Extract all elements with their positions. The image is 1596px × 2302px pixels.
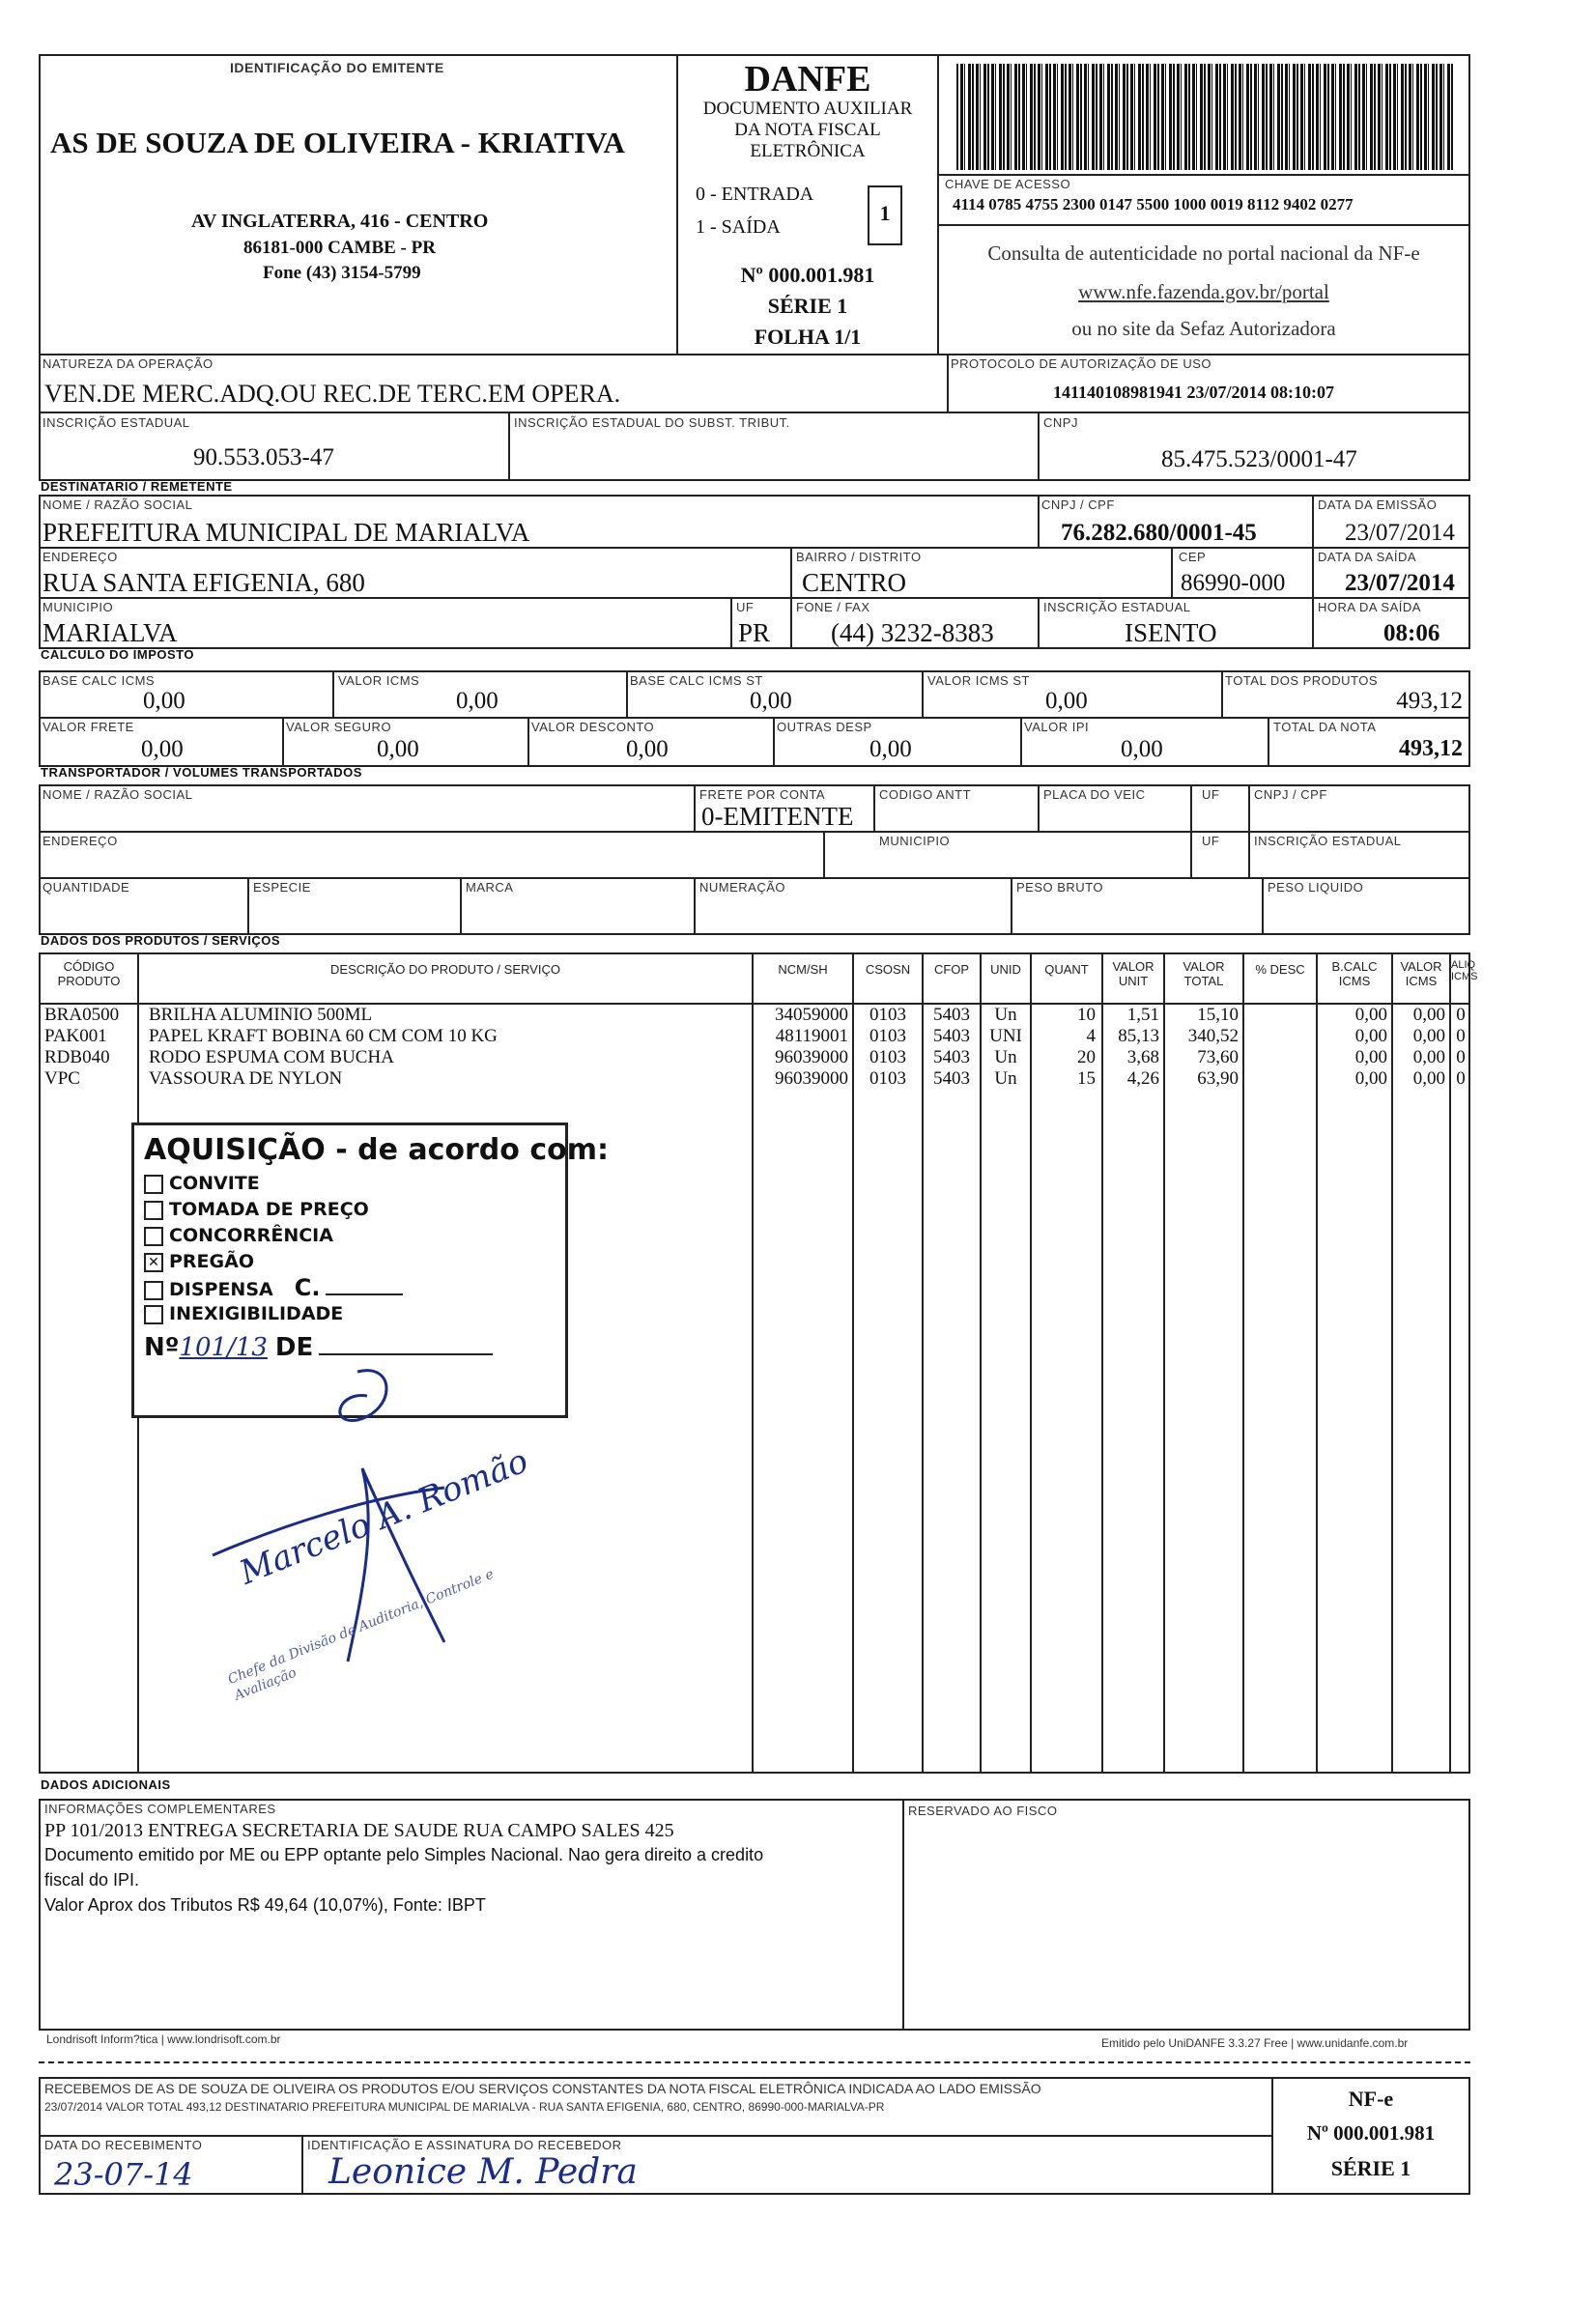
transp-peso-liq-label: PESO LIQUIDO	[1268, 880, 1364, 895]
cell-vtotal: 340,52	[1187, 1026, 1239, 1046]
info-line-3: fiscal do IPI.	[44, 1870, 140, 1890]
stamp-item-inexigibilidade	[144, 1301, 556, 1327]
info-line-1: PP 101/2013 ENTREGA SECRETARIA DE SAUDE RUA CAMPO SALES 425	[44, 1820, 674, 1841]
total-prod: 493,12	[1396, 688, 1463, 714]
footer-right: Emitido pelo UniDANFE 3.3.27 Free | www.unidanfe.com.br	[1101, 2036, 1409, 2050]
chave-consulta-url[interactable]: www.nfe.fazenda.gov.br/portal	[1078, 280, 1329, 303]
cell-vicms: 0,00	[1412, 1026, 1445, 1046]
cell-vunit: 1,51	[1126, 1005, 1159, 1025]
stamp-numero: 101/13	[179, 1333, 268, 1362]
cell-descricao: PAPEL KRAFT BOBINA 60 CM COM 10 KG	[149, 1026, 498, 1046]
valor-st-label: VALOR ICMS ST	[927, 673, 1030, 688]
cell-unid: Un	[994, 1005, 1017, 1025]
protocolo-value: 141140108981941 23/07/2014 08:10:07	[1053, 383, 1334, 402]
data-recebimento: 23-07-14	[54, 2156, 193, 2193]
cell-bcalc: 0,00	[1354, 1005, 1387, 1025]
dest-ie-label: INSCRIÇÃO ESTADUAL	[1043, 600, 1191, 614]
cell-vtotal: 63,90	[1197, 1068, 1239, 1089]
cell-vtotal: 73,60	[1197, 1047, 1239, 1067]
total-prod-label: TOTAL DOS PRODUTOS	[1225, 673, 1379, 688]
valor-icms-label: VALOR ICMS	[338, 673, 420, 688]
cell-cfop: 5403	[933, 1047, 970, 1067]
emitente-address: AV INGLATERRA, 416 - CENTRO	[191, 211, 489, 232]
natureza-label: NATUREZA DA OPERAÇÃO	[43, 356, 214, 371]
dest-cep: 86990-000	[1181, 570, 1286, 596]
dest-saida-label: DATA DA SAÍDA	[1318, 550, 1417, 564]
seguro-label: VALOR SEGURO	[286, 720, 392, 734]
emitente-box	[39, 54, 678, 355]
danfe-tipo: 1	[879, 201, 891, 225]
checkbox-icon	[144, 1281, 163, 1300]
inscricao-label: INSCRIÇÃO ESTADUAL	[43, 415, 190, 430]
canhoto-text-2: 23/07/2014 VALOR TOTAL 493,12 DESTINATARIO PREFEITURA MUNICIPAL DE MARIALVA - RUA SANTA EFIGENIA, 680, CENTRO, 86990-000-MARIALVA-PR	[44, 2100, 885, 2114]
chave-value: 4114 0785 4755 2300 0147 5500 1000 0019 8112 9402 0277	[953, 195, 1354, 213]
dest-municipio: MARIALVA	[43, 618, 178, 647]
danfe-subtitle-3: ELETRÔNICA	[750, 141, 866, 161]
dest-fone: (44) 3232-8383	[831, 618, 994, 647]
valor-st: 0,00	[1045, 688, 1088, 714]
stamp-title: AQUISIÇÃO - de acordo com:	[144, 1133, 609, 1167]
cut-line	[39, 2061, 1470, 2063]
ipi: 0,00	[1121, 736, 1163, 762]
transp-marca-label: MARCA	[466, 880, 514, 895]
desconto: 0,00	[626, 736, 669, 762]
stamp-item-tomada	[144, 1197, 556, 1223]
cell-csosn: 0103	[869, 1068, 906, 1089]
stamp-item-dispensa	[144, 1275, 556, 1301]
footer-left: Londrisoft Inform?tica | www.londrisoft.com.br	[46, 2032, 281, 2046]
chave-consulta-2: ou no site da Sefaz Autorizadora	[1071, 317, 1336, 340]
dest-ie: ISENTO	[1125, 618, 1217, 647]
transp-uf2-label: UF	[1202, 834, 1220, 848]
cell-codigo: RDB040	[44, 1047, 110, 1067]
transp-antt-label: CODIGO ANTT	[879, 787, 972, 802]
imposto-section-label: CÁLCULO DO IMPOSTO	[41, 647, 194, 662]
canhoto-text-1: RECEBEMOS DE AS DE SOUZA DE OLIVEIRA OS PRODUTOS E/OU SERVIÇOS CONSTANTES DA NOTA FISCAL ELETRÔNICA INDICADA AO LADO EMISSÃO	[44, 2081, 1041, 2096]
dest-cnpj-label: CNPJ / CPF	[1041, 497, 1115, 512]
th-cfop: CFOP	[933, 962, 970, 977]
emitente-section-label: IDENTIFICAÇÃO DO EMITENTE	[230, 60, 444, 75]
cell-vunit: 3,68	[1126, 1047, 1159, 1067]
stamp-item-pregao	[144, 1249, 556, 1275]
th-csosn: CSOSN	[865, 962, 911, 977]
cell-quant: 10	[1077, 1005, 1096, 1025]
th-aliq: ALIQ ICMS	[1451, 959, 1478, 982]
cell-cfop: 5403	[933, 1005, 970, 1025]
cell-vicms: 0,00	[1412, 1068, 1445, 1089]
canhoto-nfe: NF-e	[1348, 2087, 1394, 2111]
transp-frete-label: FRETE POR CONTA	[699, 787, 826, 802]
cell-descricao: VASSOURA DE NYLON	[149, 1068, 343, 1089]
total-nota-label: TOTAL DA NOTA	[1273, 720, 1377, 734]
cell-vunit: 85,13	[1118, 1026, 1159, 1046]
outras-label: OUTRAS DESP	[777, 720, 872, 734]
dest-uf: PR	[738, 618, 771, 647]
transp-endereco-label: ENDEREÇO	[43, 834, 118, 848]
ident-recebedor-label: IDENTIFICAÇÃO E ASSINATURA DO RECEBEDOR	[307, 2138, 622, 2152]
cell-quant: 15	[1077, 1068, 1096, 1089]
stamp-de-label: DE	[274, 1333, 314, 1362]
danfe-subtitle-2: DA NOTA FISCAL	[734, 120, 881, 140]
stamp-c-label: C.	[294, 1274, 321, 1301]
cell-csosn: 0103	[869, 1047, 906, 1067]
cell-csosn: 0103	[869, 1026, 906, 1046]
cell-ncm: 96039000	[775, 1047, 848, 1067]
stamp-item-convite	[144, 1171, 556, 1197]
data-recebimento-label: DATA DO RECEBIMENTO	[44, 2138, 203, 2152]
cell-vicms: 0,00	[1412, 1047, 1445, 1067]
danfe-subtitle-1: DOCUMENTO AUXILIAR	[702, 99, 913, 119]
dest-uf-label: UF	[736, 600, 755, 614]
natureza-value: VEN.DE MERC.ADQ.OU REC.DE TERC.EM OPERA.	[44, 380, 621, 408]
dest-municipio-label: MUNICIPIO	[43, 600, 114, 614]
th-descricao: DESCRIÇÃO DO PRODUTO / SERVIÇO	[330, 962, 560, 977]
cell-unid: UNI	[989, 1026, 1022, 1046]
checkbox-icon	[144, 1227, 163, 1246]
signature-name: Marcelo A. Romão	[234, 1441, 534, 1593]
dest-nome: PREFEITURA MUNICIPAL DE MARIALVA	[43, 518, 530, 547]
transp-placa-label: PLACA DO VEIC	[1043, 787, 1146, 802]
emitente-phone: Fone (43) 3154-5799	[263, 263, 421, 283]
cell-cfop: 5403	[933, 1068, 970, 1089]
cell-ncm: 96039000	[775, 1068, 848, 1089]
total-nota: 493,12	[1399, 736, 1463, 761]
base-icms: 0,00	[143, 688, 185, 714]
fisco-label: RESERVADO AO FISCO	[908, 1804, 1058, 1818]
th-unid: UNID	[990, 962, 1021, 977]
emitente-cep-city: 86181-000 CAMBE - PR	[243, 238, 436, 258]
transp-cnpj-label: CNPJ / CPF	[1254, 787, 1327, 802]
chave-label: CHAVE DE ACESSO	[945, 177, 1071, 191]
dest-nome-label: NOME / RAZÃO SOCIAL	[43, 497, 193, 512]
valor-icms: 0,00	[456, 688, 499, 714]
cnpj-label: CNPJ	[1043, 415, 1078, 430]
stamp-item-label: CONCORRÊNCIA	[169, 1225, 333, 1246]
transp-qtd-label: QUANTIDADE	[43, 880, 130, 895]
stamp-item-label: DISPENSA	[169, 1279, 273, 1300]
stamp-item-label: PREGÃO	[169, 1251, 254, 1272]
cell-descricao: RODO ESPUMA COM BUCHA	[149, 1047, 394, 1067]
cnpj-value: 85.475.523/0001-47	[1161, 446, 1357, 472]
protocolo-label: PROTOCOLO DE AUTORIZAÇÃO DE USO	[951, 356, 1212, 371]
cell-aliq: 0	[1456, 1068, 1466, 1089]
danfe-saida: 1 - SAÍDA	[696, 216, 781, 238]
cell-quant: 4	[1086, 1026, 1096, 1046]
transp-uf-label: UF	[1202, 787, 1220, 802]
dest-fone-label: FONE / FAX	[796, 600, 870, 614]
destinatario-section-label: DESTINATARIO / REMETENTE	[41, 479, 233, 494]
dest-bairro: CENTRO	[802, 568, 906, 597]
cell-bcalc: 0,00	[1354, 1068, 1387, 1089]
checkbox-icon	[144, 1305, 163, 1324]
frete: 0,00	[141, 736, 184, 762]
th-vicms: VALOR ICMS	[1400, 959, 1442, 988]
info-label: INFORMAÇÕES COMPLEMENTARES	[44, 1802, 276, 1816]
dest-endereco-label: ENDEREÇO	[43, 550, 118, 564]
dest-hora-label: HORA DA SAÍDA	[1318, 600, 1421, 614]
frete-label: VALOR FRETE	[43, 720, 134, 734]
th-bcalc: B.CALC ICMS	[1331, 959, 1378, 988]
produtos-section-label: DADOS DOS PRODUTOS / SERVIÇOS	[41, 933, 281, 948]
transp-frete: 0-EMITENTE	[701, 802, 854, 831]
base-st-label: BASE CALC ICMS ST	[630, 673, 763, 688]
canhoto-serie: SÉRIE 1	[1330, 2156, 1411, 2180]
adicionais-section-label: DADOS ADICIONAIS	[41, 1777, 171, 1792]
dest-emissao: 23/07/2014	[1345, 520, 1455, 546]
outras: 0,00	[869, 736, 912, 762]
transp-peso-bruto-label: PESO BRUTO	[1016, 880, 1104, 895]
cell-bcalc: 0,00	[1354, 1026, 1387, 1046]
dest-cnpj: 76.282.680/0001-45	[1061, 520, 1257, 546]
base-st: 0,00	[750, 688, 792, 714]
info-line-2: Documento emitido por ME ou EPP optante pelo Simples Nacional. Nao gera direito a credito	[44, 1845, 764, 1864]
transp-ie-label: INSCRIÇÃO ESTADUAL	[1254, 834, 1402, 848]
cell-descricao: BRILHA ALUMINIO 500ML	[149, 1005, 373, 1025]
barcode	[956, 64, 1453, 170]
cell-unid: Un	[994, 1047, 1017, 1067]
transportador-section-label: TRANSPORTADOR / VOLUMES TRANSPORTADOS	[41, 765, 362, 780]
ipi-label: VALOR IPI	[1024, 720, 1090, 734]
dest-emissao-label: DATA DA EMISSÃO	[1318, 497, 1438, 512]
stamp-numero-label: Nº	[144, 1333, 180, 1362]
cell-aliq: 0	[1456, 1047, 1466, 1067]
stamp-item-label: INEXIGIBILIDADE	[169, 1303, 344, 1324]
inscricao-st-label: INSCRIÇÃO ESTADUAL DO SUBST. TRIBUT.	[514, 415, 790, 430]
cell-codigo: VPC	[44, 1068, 80, 1089]
danfe-title: DANFE	[744, 59, 871, 99]
cell-vtotal: 15,10	[1197, 1005, 1239, 1025]
stamp-item-label: CONVITE	[169, 1173, 260, 1194]
th-desc: % DESC	[1255, 962, 1305, 977]
th-ncm: NCM/SH	[778, 962, 828, 977]
cell-aliq: 0	[1456, 1026, 1466, 1046]
cell-codigo: BRA0500	[44, 1005, 120, 1025]
cell-csosn: 0103	[869, 1005, 906, 1025]
cell-ncm: 48119001	[775, 1026, 848, 1046]
cell-quant: 20	[1077, 1047, 1096, 1067]
danfe-entrada: 0 - ENTRADA	[696, 184, 814, 205]
dest-saida: 23/07/2014	[1345, 570, 1455, 596]
seguro: 0,00	[377, 736, 419, 762]
ident-recebedor: Leonice M. Pedra	[328, 2152, 638, 2192]
cell-cfop: 5403	[933, 1026, 970, 1046]
dest-endereco: RUA SANTA EFIGENIA, 680	[43, 568, 365, 597]
th-vunit: VALOR UNIT	[1112, 959, 1154, 988]
stamp-item-concorrencia	[144, 1223, 556, 1249]
transp-especie-label: ESPECIE	[253, 880, 311, 895]
cell-aliq: 0	[1456, 1005, 1466, 1025]
checkbox-icon	[144, 1175, 163, 1194]
danfe-folha: FOLHA 1/1	[754, 325, 862, 349]
stamp-item-label: TOMADA DE PREÇO	[169, 1199, 369, 1220]
desconto-label: VALOR DESCONTO	[531, 720, 655, 734]
cell-codigo: PAK001	[44, 1026, 107, 1046]
cell-ncm: 34059000	[775, 1005, 848, 1025]
cell-vunit: 4,26	[1126, 1068, 1159, 1089]
th-vtotal: VALOR TOTAL	[1183, 959, 1225, 988]
th-quant: QUANT	[1044, 962, 1089, 977]
th-codigo: CÓDIGO PRODUTO	[57, 959, 121, 988]
base-icms-label: BASE CALC ICMS	[43, 673, 156, 688]
inscricao-value: 90.553.053-47	[193, 444, 334, 470]
canhoto-numero: Nº 000.001.981	[1306, 2121, 1436, 2145]
checked-checkbox-icon: ✕	[144, 1253, 163, 1272]
checkbox-icon	[144, 1201, 163, 1220]
dest-cep-label: CEP	[1179, 550, 1207, 564]
dest-bairro-label: BAIRRO / DISTRITO	[796, 550, 922, 564]
emitente-name: AS DE SOUZA DE OLIVEIRA - KRIATIVA	[50, 126, 625, 159]
dest-hora: 08:06	[1383, 620, 1440, 646]
danfe-numero: Nº 000.001.981	[740, 263, 875, 287]
cell-bcalc: 0,00	[1354, 1047, 1387, 1067]
chave-consulta-1: Consulta de autenticidade no portal nacional da NF-e	[987, 242, 1420, 265]
cell-unid: Un	[994, 1068, 1017, 1089]
transp-numeracao-label: NUMERAÇÃO	[699, 880, 786, 895]
signature-title: Chefe da Divisão de Auditoria, Controle e Avaliação	[225, 1566, 497, 1704]
transp-nome-label: NOME / RAZÃO SOCIAL	[43, 787, 193, 802]
transp-municipio-label: MUNICIPIO	[879, 834, 951, 848]
cell-vicms: 0,00	[1412, 1005, 1445, 1025]
info-line-4: Valor Aprox dos Tributos R$ 49,64 (10,07%), Fonte: IBPT	[44, 1895, 486, 1915]
danfe-serie: SÉRIE 1	[767, 294, 848, 318]
